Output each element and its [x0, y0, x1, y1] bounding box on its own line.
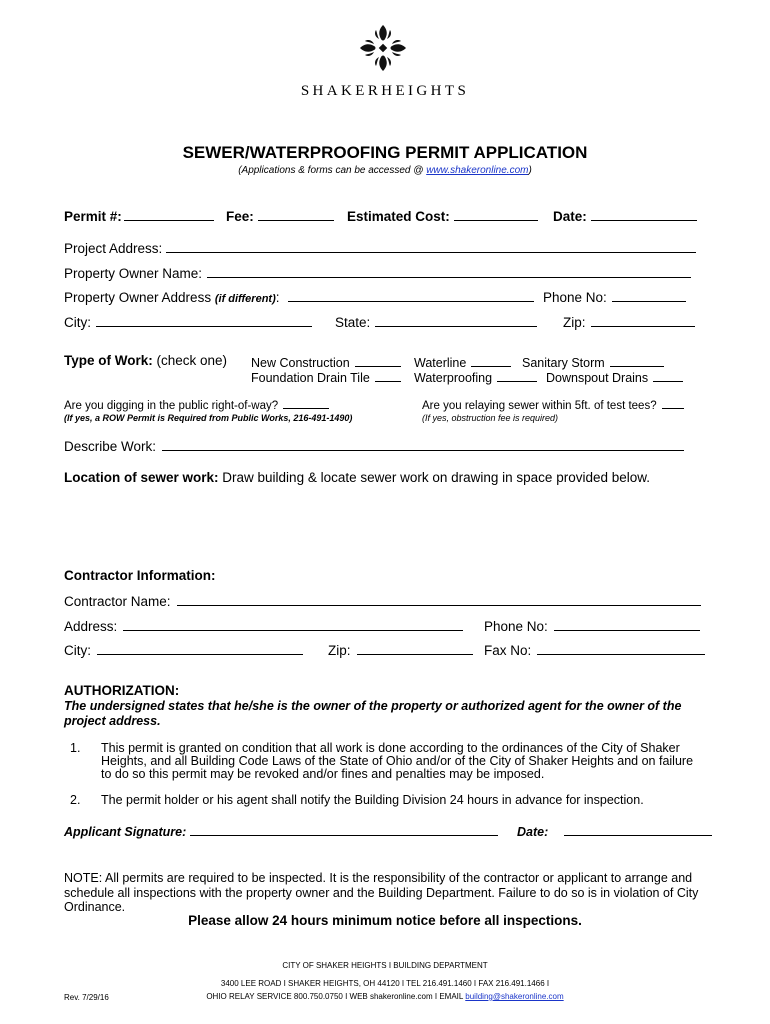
owner-name-label: Property Owner Name: [64, 266, 203, 281]
footer-address: 3400 LEE ROAD I SHAKER HEIGHTS, OH 44120 I TEL 216.491.1460 I FAX 216.491.1466 I [220, 979, 550, 988]
contractor-heading: Contractor Information: [64, 568, 216, 583]
authorization-heading: AUTHORIZATION: [64, 683, 180, 698]
owner-phone-field[interactable] [543, 288, 686, 305]
estimated-cost-field[interactable] [347, 207, 538, 224]
applicant-signature-label: Applicant Signature: [64, 825, 187, 839]
drawing-area[interactable] [64, 492, 704, 562]
relaying-question-label: Are you relaying sewer within 5ft. of test tees? [422, 400, 657, 412]
signature-date-field[interactable] [517, 824, 712, 839]
authorization-statement-line1: The undersigned states that he/she is the owner of the property or authorized agent for the owner of the [64, 699, 682, 713]
downspout-label: Downspout Drains [546, 371, 649, 385]
date-field[interactable] [553, 207, 697, 224]
condition-1-line3: to do so this permit may be revoked and/or fines and penalties may be imposed. [101, 767, 545, 781]
owner-address-colon: : [275, 290, 280, 305]
checkbox-downspout[interactable] [546, 370, 683, 385]
if-different-note: (if different) [214, 293, 276, 305]
authorization-statement-line2: project address. [64, 714, 161, 728]
checkbox-waterline[interactable] [414, 355, 511, 370]
shaker-heights-leaf-logo [357, 22, 409, 74]
footer-contact [0, 992, 770, 1001]
project-address-field[interactable] [64, 239, 696, 256]
fee-field[interactable] [226, 207, 334, 224]
checkbox-foundation-drain[interactable] [251, 370, 401, 385]
condition-2-line1: The permit holder or his agent shall notify the Building Division 24 hours in advance for inspection. [101, 793, 644, 807]
contractor-address-label: Address: [64, 619, 118, 634]
footer-contact-text: OHIO RELAY SERVICE 800.750.0750 I WEB shakeronline.com I EMAIL [206, 992, 466, 1001]
permit-number-field[interactable] [64, 207, 214, 224]
permit-number-label: Permit #: [64, 209, 122, 224]
owner-zip-field[interactable] [563, 313, 695, 330]
condition-number-1: 1. [70, 741, 81, 755]
owner-phone-label: Phone No: [543, 290, 607, 305]
owner-state-label: State: [335, 315, 371, 330]
note-line2: schedule all inspections with the property owner and the Building Department. Failure to do so is in violation of City [64, 886, 699, 900]
contractor-city-label: City: [64, 643, 91, 658]
owner-name-field[interactable] [64, 264, 691, 281]
subtitle-prefix: (Applications & forms can be accessed @ [238, 165, 427, 176]
type-of-work-label [64, 353, 227, 368]
contractor-zip-label: Zip: [328, 643, 351, 658]
project-address-label: Project Address: [64, 241, 163, 256]
logo-wordmark: SHAKERHEIGHTS [300, 83, 470, 99]
contractor-fax-field[interactable] [484, 641, 705, 658]
contractor-fax-label: Fax No: [484, 643, 532, 658]
owner-state-field[interactable] [335, 313, 537, 330]
note-line1: NOTE: All permits are required to be inspected. It is the responsibility of the contractor or applicant to arrange and [64, 871, 693, 885]
email-link[interactable]: building@shakeronline.com [465, 992, 564, 1001]
form-subtitle [0, 165, 770, 176]
checkbox-sanitary-storm[interactable] [522, 355, 664, 370]
date-label: Date: [553, 209, 587, 224]
checkbox-new-construction[interactable] [251, 355, 401, 370]
subtitle-suffix: ) [528, 165, 532, 176]
form-title: SEWER/WATERPROOFING PERMIT APPLICATION [182, 143, 588, 162]
describe-work-field[interactable] [64, 437, 684, 454]
location-label: Location of sewer work: [64, 470, 219, 485]
owner-city-field[interactable] [64, 313, 312, 330]
signature-date-label: Date: [517, 825, 549, 839]
foundation-drain-label: Foundation Drain Tile [251, 371, 370, 385]
inspection-notice: Please allow 24 hours minimum notice before all inspections. [188, 913, 582, 928]
checkbox-waterproofing[interactable] [414, 370, 537, 385]
owner-zip-label: Zip: [563, 315, 586, 330]
website-link[interactable]: www.shakeronline.com [426, 165, 529, 176]
contractor-name-label: Contractor Name: [64, 594, 171, 609]
applicant-signature-field[interactable] [64, 824, 498, 839]
owner-address-label: Property Owner Address [64, 290, 212, 305]
digging-question-label: Are you digging in the public right-of-way? [64, 400, 279, 412]
revision-date: Rev. 7/29/16 [64, 993, 109, 1002]
owner-address-field[interactable] [64, 288, 534, 305]
sanitary-storm-label: Sanitary Storm [522, 356, 605, 370]
waterline-label: Waterline [414, 356, 467, 370]
fee-label: Fee: [226, 209, 254, 224]
new-construction-label: New Construction [251, 356, 350, 370]
contractor-address-field[interactable] [64, 617, 463, 634]
location-text: Draw building & locate sewer work on drawing in space provided below. [218, 470, 651, 485]
digging-question-field[interactable] [64, 398, 329, 412]
check-one-label: (check one) [152, 353, 228, 368]
type-of-work-bold: Type of Work: [64, 353, 153, 368]
contractor-city-field[interactable] [64, 641, 303, 658]
contractor-phone-field[interactable] [484, 617, 700, 634]
condition-number-2: 2. [70, 793, 81, 807]
estimated-cost-label: Estimated Cost: [347, 209, 450, 224]
footer-department: CITY OF SHAKER HEIGHTS I BUILDING DEPARTMENT [282, 961, 488, 970]
waterproofing-label: Waterproofing [414, 371, 493, 385]
contractor-zip-field[interactable] [328, 641, 473, 658]
condition-1-line1: This permit is granted on condition that all work is done according to the ordinances of the City of Shaker [101, 741, 680, 755]
obstruction-fee-note: (If yes, obstruction fee is required) [422, 413, 559, 423]
contractor-name-field[interactable] [64, 592, 701, 609]
location-instructions [64, 470, 650, 485]
owner-city-label: City: [64, 315, 91, 330]
note-line3: Ordinance. [64, 900, 126, 914]
relaying-question-field[interactable] [422, 398, 684, 412]
row-permit-note: (If yes, a ROW Permit is Required from Public Works, 216-491-1490) [64, 413, 353, 423]
contractor-phone-label: Phone No: [484, 619, 548, 634]
condition-1-line2: Heights, and all Building Code Laws of the State of Ohio and/or of the City of Shaker Heights and on failure [101, 754, 694, 768]
describe-work-label: Describe Work: [64, 439, 157, 454]
